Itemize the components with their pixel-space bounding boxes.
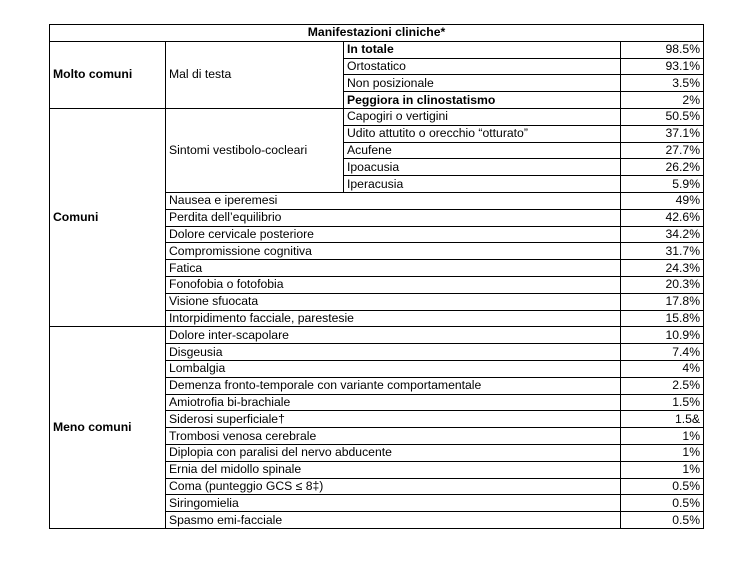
table-row <box>50 327 704 344</box>
row-value: 3.5% <box>621 75 704 92</box>
row-label: Siderosi superficiale† <box>166 411 621 428</box>
row-value: 27.7% <box>621 142 704 159</box>
row-value: 31.7% <box>621 243 704 260</box>
row-label: Spasmo emi-facciale <box>166 512 621 529</box>
row-value: 24.3% <box>621 260 704 277</box>
row-label: Coma (punteggio GCS ≤ 8‡) <box>166 478 621 495</box>
row-value: 98.5% <box>621 41 704 58</box>
row-value: 15.8% <box>621 310 704 327</box>
row-value: 10.9% <box>621 327 704 344</box>
table-row <box>50 41 704 58</box>
row-value: 42.6% <box>621 209 704 226</box>
group-label-meno-comuni: Meno comuni <box>50 327 166 529</box>
row-value: 34.2% <box>621 226 704 243</box>
row-value: 2% <box>621 92 704 109</box>
row-label: Intorpidimento facciale, parestesie <box>166 310 621 327</box>
row-value: 2.5% <box>621 377 704 394</box>
row-value: 49% <box>621 192 704 209</box>
row-label: Diplopia con paralisi del nervo abducente <box>166 444 621 461</box>
row-label: Ipoacusia <box>344 159 621 176</box>
row-value: 1.5% <box>621 394 704 411</box>
row-value: 17.8% <box>621 293 704 310</box>
group-label-comuni: Comuni <box>50 108 166 326</box>
row-label: Dolore cervicale posteriore <box>166 226 621 243</box>
row-label: Demenza fronto-temporale con variante comportamentale <box>166 377 621 394</box>
row-value: 26.2% <box>621 159 704 176</box>
subgroup-label-vestibolo-cocleari: Sintomi vestibolo-cocleari <box>166 108 344 192</box>
row-value: 93.1% <box>621 58 704 75</box>
row-label: Fonofobia o fotofobia <box>166 276 621 293</box>
row-label: Ortostatico <box>344 58 621 75</box>
row-value: 1% <box>621 444 704 461</box>
row-label: Acufene <box>344 142 621 159</box>
row-value: 0.5% <box>621 478 704 495</box>
row-value: 7.4% <box>621 344 704 361</box>
row-value: 0.5% <box>621 512 704 529</box>
row-value: 50.5% <box>621 108 704 125</box>
row-label: Fatica <box>166 260 621 277</box>
table-title: Manifestazioni cliniche* <box>50 25 704 42</box>
row-value: 20.3% <box>621 276 704 293</box>
row-label: Lombalgia <box>166 360 621 377</box>
row-label: Disgeusia <box>166 344 621 361</box>
row-label: Ernia del midollo spinale <box>166 461 621 478</box>
row-value: 4% <box>621 360 704 377</box>
row-label: Amiotrofia bi-brachiale <box>166 394 621 411</box>
row-label: Capogiri o vertigini <box>344 108 621 125</box>
row-value: 1.5& <box>621 411 704 428</box>
row-value: 1% <box>621 461 704 478</box>
row-label: Visione sfuocata <box>166 293 621 310</box>
row-label: Non posizionale <box>344 75 621 92</box>
row-label: Siringomielia <box>166 495 621 512</box>
table-row <box>50 108 704 125</box>
row-value: 5.9% <box>621 176 704 193</box>
table-title-row <box>50 25 704 42</box>
row-label: In totale <box>344 41 621 58</box>
row-label: Perdita dell’equilibrio <box>166 209 621 226</box>
row-label: Iperacusia <box>344 176 621 193</box>
clinical-manifestations-table <box>49 24 704 529</box>
row-label: Udito attutito o orecchio “otturato” <box>344 125 621 142</box>
row-label: Peggiora in clinostatismo <box>344 92 621 109</box>
row-label: Nausea e iperemesi <box>166 192 621 209</box>
row-label: Trombosi venosa cerebrale <box>166 428 621 445</box>
row-label: Compromissione cognitiva <box>166 243 621 260</box>
row-label: Dolore inter-scapolare <box>166 327 621 344</box>
group-label-molto-comuni: Molto comuni <box>50 41 166 108</box>
subgroup-label-mal-di-testa: Mal di testa <box>166 41 344 108</box>
row-value: 1% <box>621 428 704 445</box>
row-value: 0.5% <box>621 495 704 512</box>
row-value: 37.1% <box>621 125 704 142</box>
